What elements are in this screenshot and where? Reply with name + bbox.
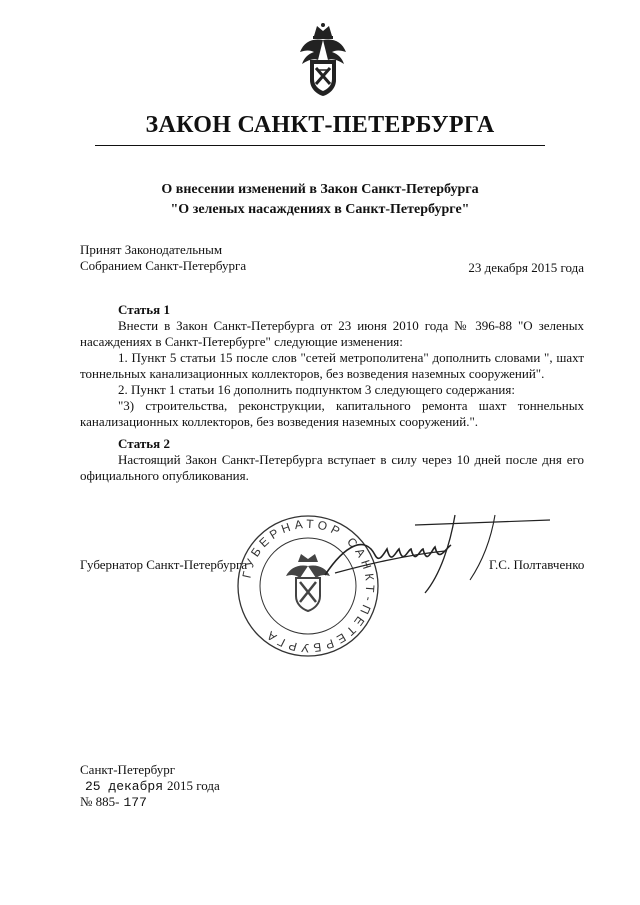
article-1-intro: Внести в Закон Санкт-Петербурга от 23 июня 2010 года № 396-88 "О зеленых насаждениях в Санкт-Петербурге" следующие изменения: (80, 318, 584, 349)
article-1-body (80, 318, 584, 430)
document-title: ЗАКОН САНКТ-ПЕТЕРБУРГА (145, 112, 495, 138)
footer-number-prefix: № 885- (80, 794, 120, 809)
seal-text: ГУБЕРНАТОР САНКТ-ПЕТЕРБУРГА (239, 516, 378, 656)
footer-date-year: 2015 года (167, 778, 220, 793)
adopted-by (80, 242, 246, 274)
adoption-date: 23 декабря 2015 года (468, 260, 584, 275)
footer-number (80, 793, 147, 811)
article-1-item-2-text: "3) строительства, реконструкции, капитального ремонта шахт тоннельных канализационных коллекторов, без возведения наземных сооружений.". (80, 398, 584, 429)
footer-city: Санкт-Петербург (80, 762, 176, 777)
article-1-item-2: 2. Пункт 1 статьи 16 дополнить подпунктом 3 следующего содержания: (118, 382, 515, 397)
governor-name: Г.С. Полтавченко (489, 557, 585, 572)
footer-number-typed: 177 (123, 795, 147, 810)
subtitle-line-2: "О зеленых насаждениях в Санкт-Петербурге" (170, 202, 470, 217)
governor-position: Губернатор Санкт-Петербурга (80, 557, 248, 572)
adopted-line-2: Собранием Санкт-Петербурга (80, 258, 247, 273)
st-petersburg-coat-of-arms-icon (296, 22, 350, 98)
article-2-text: Настоящий Закон Санкт-Петербурга вступает в силу через 10 дней после дня его официального опубликования. (80, 452, 584, 483)
article-2-heading: Статья 2 (118, 436, 170, 451)
handwritten-signature (305, 505, 555, 595)
subtitle-line-1: О внесении изменений в Закон Санкт-Петербурга (161, 182, 479, 197)
article-1-item-1: 1. Пункт 5 статьи 15 после слов "сетей метрополитена" дополнить словами ", шахт тоннельных канализационных коллекторов, без возведения наземных сооружений". (80, 350, 584, 381)
adopted-line-1: Принят Законодательным (80, 242, 223, 257)
footer-date-typed: 25 декабря (85, 779, 164, 794)
article-1-heading: Статья 1 (118, 302, 170, 317)
document-subtitle (0, 180, 640, 220)
title-divider (95, 145, 545, 146)
